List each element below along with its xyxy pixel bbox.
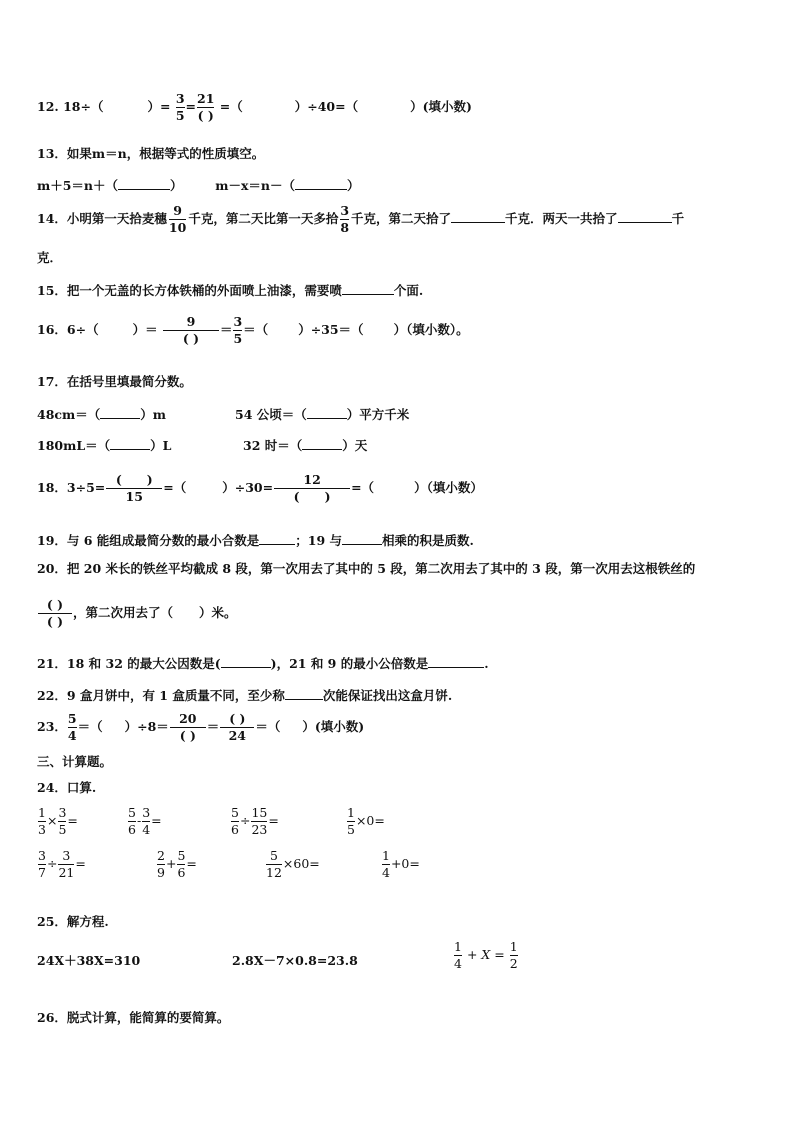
- fraction: $\frac{( )}{15}$: [106, 473, 162, 504]
- fraction: $\frac{( )}{24}$: [220, 712, 254, 743]
- q13-title: 13．如果m＝n，根据等式的性质填空。: [37, 146, 265, 161]
- answer-blank[interactable]: [110, 438, 150, 450]
- q25-title: 25．解方程.: [37, 914, 109, 929]
- fraction: $\frac{9}{10}$: [168, 203, 187, 235]
- q17-title: 17．在括号里填最简分数。: [37, 374, 192, 389]
- q14-continuation: 克．: [37, 250, 63, 265]
- oral-calc-item: $\frac{1}{3}$ × $\frac{3}{5}$ =: [38, 805, 78, 837]
- fraction: $\frac{20}{( )}$: [170, 712, 206, 743]
- section-title: 三、计算题。: [37, 754, 113, 769]
- q20-line2: $\frac{( )}{( )}$ ，第二次用去了（ ）米。: [37, 598, 237, 629]
- fraction: $\frac{( )}{( )}$: [38, 598, 72, 629]
- oral-calc-item: $\frac{1}{4}$ +0=: [382, 848, 420, 880]
- oral-calc-item: $\frac{5}{6}$ ÷ $\frac{15}{23}$ =: [231, 805, 279, 837]
- q17-row2b: 32 时＝（ ）天: [243, 438, 368, 453]
- answer-blank[interactable]: [342, 283, 394, 295]
- equation: $\frac{1}{4}$ + X = $\frac{1}{2}$: [454, 939, 518, 971]
- q17-row1b: 54 公顷＝（ ）平方千米: [235, 407, 410, 422]
- fraction: $\frac{5}{4}$: [67, 711, 77, 743]
- q24-title: 24．口算.: [37, 780, 97, 795]
- answer-blank[interactable]: [618, 211, 672, 223]
- q20-line1: 20．把 20 米长的铁丝平均截成 8 段，第一次用去了其中的 5 段，第二次用去了其中的 3 段，第一次用去这根铁丝的: [37, 561, 696, 576]
- fraction: $\frac{21}{( )}$: [197, 91, 215, 123]
- answer-blank[interactable]: [451, 211, 505, 223]
- oral-calc-item: $\frac{5}{12}$ ×60=: [266, 848, 320, 880]
- q16: 16．6÷（ ）＝ $\frac{9}{( )}$ ＝ $\frac{3}{5}$ ＝（ ）÷35＝（ ）（填小数）。: [37, 314, 469, 346]
- q26-title: 26．脱式计算，能简算的要简算。: [37, 1010, 230, 1025]
- oral-calc-item: $\frac{3}{7}$ ÷ $\frac{3}{21}$ =: [38, 848, 86, 880]
- fraction: $\frac{12}{( )}$: [274, 473, 350, 504]
- q23: 23． $\frac{5}{4}$ ＝（ ）÷8＝ $\frac{20}{( )}$ ＝ $\frac{( )}{24}$ ＝（ ）(填小数): [37, 711, 365, 743]
- equation: 24X＋38X=310: [37, 953, 141, 968]
- answer-blank[interactable]: [285, 688, 323, 700]
- q12-number: 12.: [37, 98, 59, 114]
- answer-blank[interactable]: [428, 656, 484, 668]
- answer-blank[interactable]: [295, 178, 347, 190]
- answer-blank[interactable]: [307, 407, 347, 419]
- q19: 19．与 6 能组成最简分数的最小合数是 ；19 与 相乘的积是质数.: [37, 533, 474, 548]
- q12: 12. 18÷（ ）= $\frac{3}{5}$ = $\frac{21}{( )}$ =（ ）÷40=（ ）(填小数): [37, 91, 472, 123]
- q17-row2a: 180mL＝（ ）L: [37, 438, 172, 453]
- answer-blank[interactable]: [221, 656, 271, 668]
- oral-calc-item: $\frac{5}{6}$ - $\frac{3}{4}$ =: [128, 805, 162, 837]
- fraction: $\frac{3}{5}$: [175, 91, 185, 123]
- answer-blank[interactable]: [342, 533, 382, 545]
- fraction: $\frac{3}{5}$: [233, 314, 243, 346]
- answer-blank[interactable]: [100, 407, 140, 419]
- q18: 18．3÷5= $\frac{( )}{15}$ =（ ）÷30= $\frac{12}{( )}$ =（ ）（填小数）: [37, 472, 483, 504]
- equation: 2.8X－7×0.8=23.8: [232, 953, 358, 968]
- q17-row1a: 48cm＝（ ）m: [37, 407, 166, 422]
- q22: 22．9 盒月饼中，有 1 盒质量不同，至少称 次能保证找出这盒月饼.: [37, 688, 453, 703]
- oral-calc-item: $\frac{1}{5}$ ×0=: [347, 805, 385, 837]
- q13-row: m＋5＝n＋（ ） m－x＝n－（ ）: [37, 178, 360, 193]
- oral-calc-item: $\frac{2}{9}$ + $\frac{5}{6}$ =: [157, 848, 197, 880]
- q15: 15．把一个无盖的长方体铁桶的外面喷上油漆，需要喷 个面.: [37, 283, 424, 298]
- answer-blank[interactable]: [302, 438, 342, 450]
- fraction: $\frac{9}{( )}$: [163, 315, 219, 346]
- answer-blank[interactable]: [118, 178, 170, 190]
- answer-blank[interactable]: [259, 533, 295, 545]
- fraction: $\frac{3}{8}$: [340, 203, 350, 235]
- q14: 14．小明第一天拾麦穗 $\frac{9}{10}$ 千克，第二天比第一天多拾 $\frac{3}{8}$ 千克，第二天拾了 千克．两天一共拾了 千: [37, 203, 685, 235]
- q21: 21．18 和 32 的最大公因数是( )，21 和 9 的最小公倍数是 .: [37, 656, 489, 671]
